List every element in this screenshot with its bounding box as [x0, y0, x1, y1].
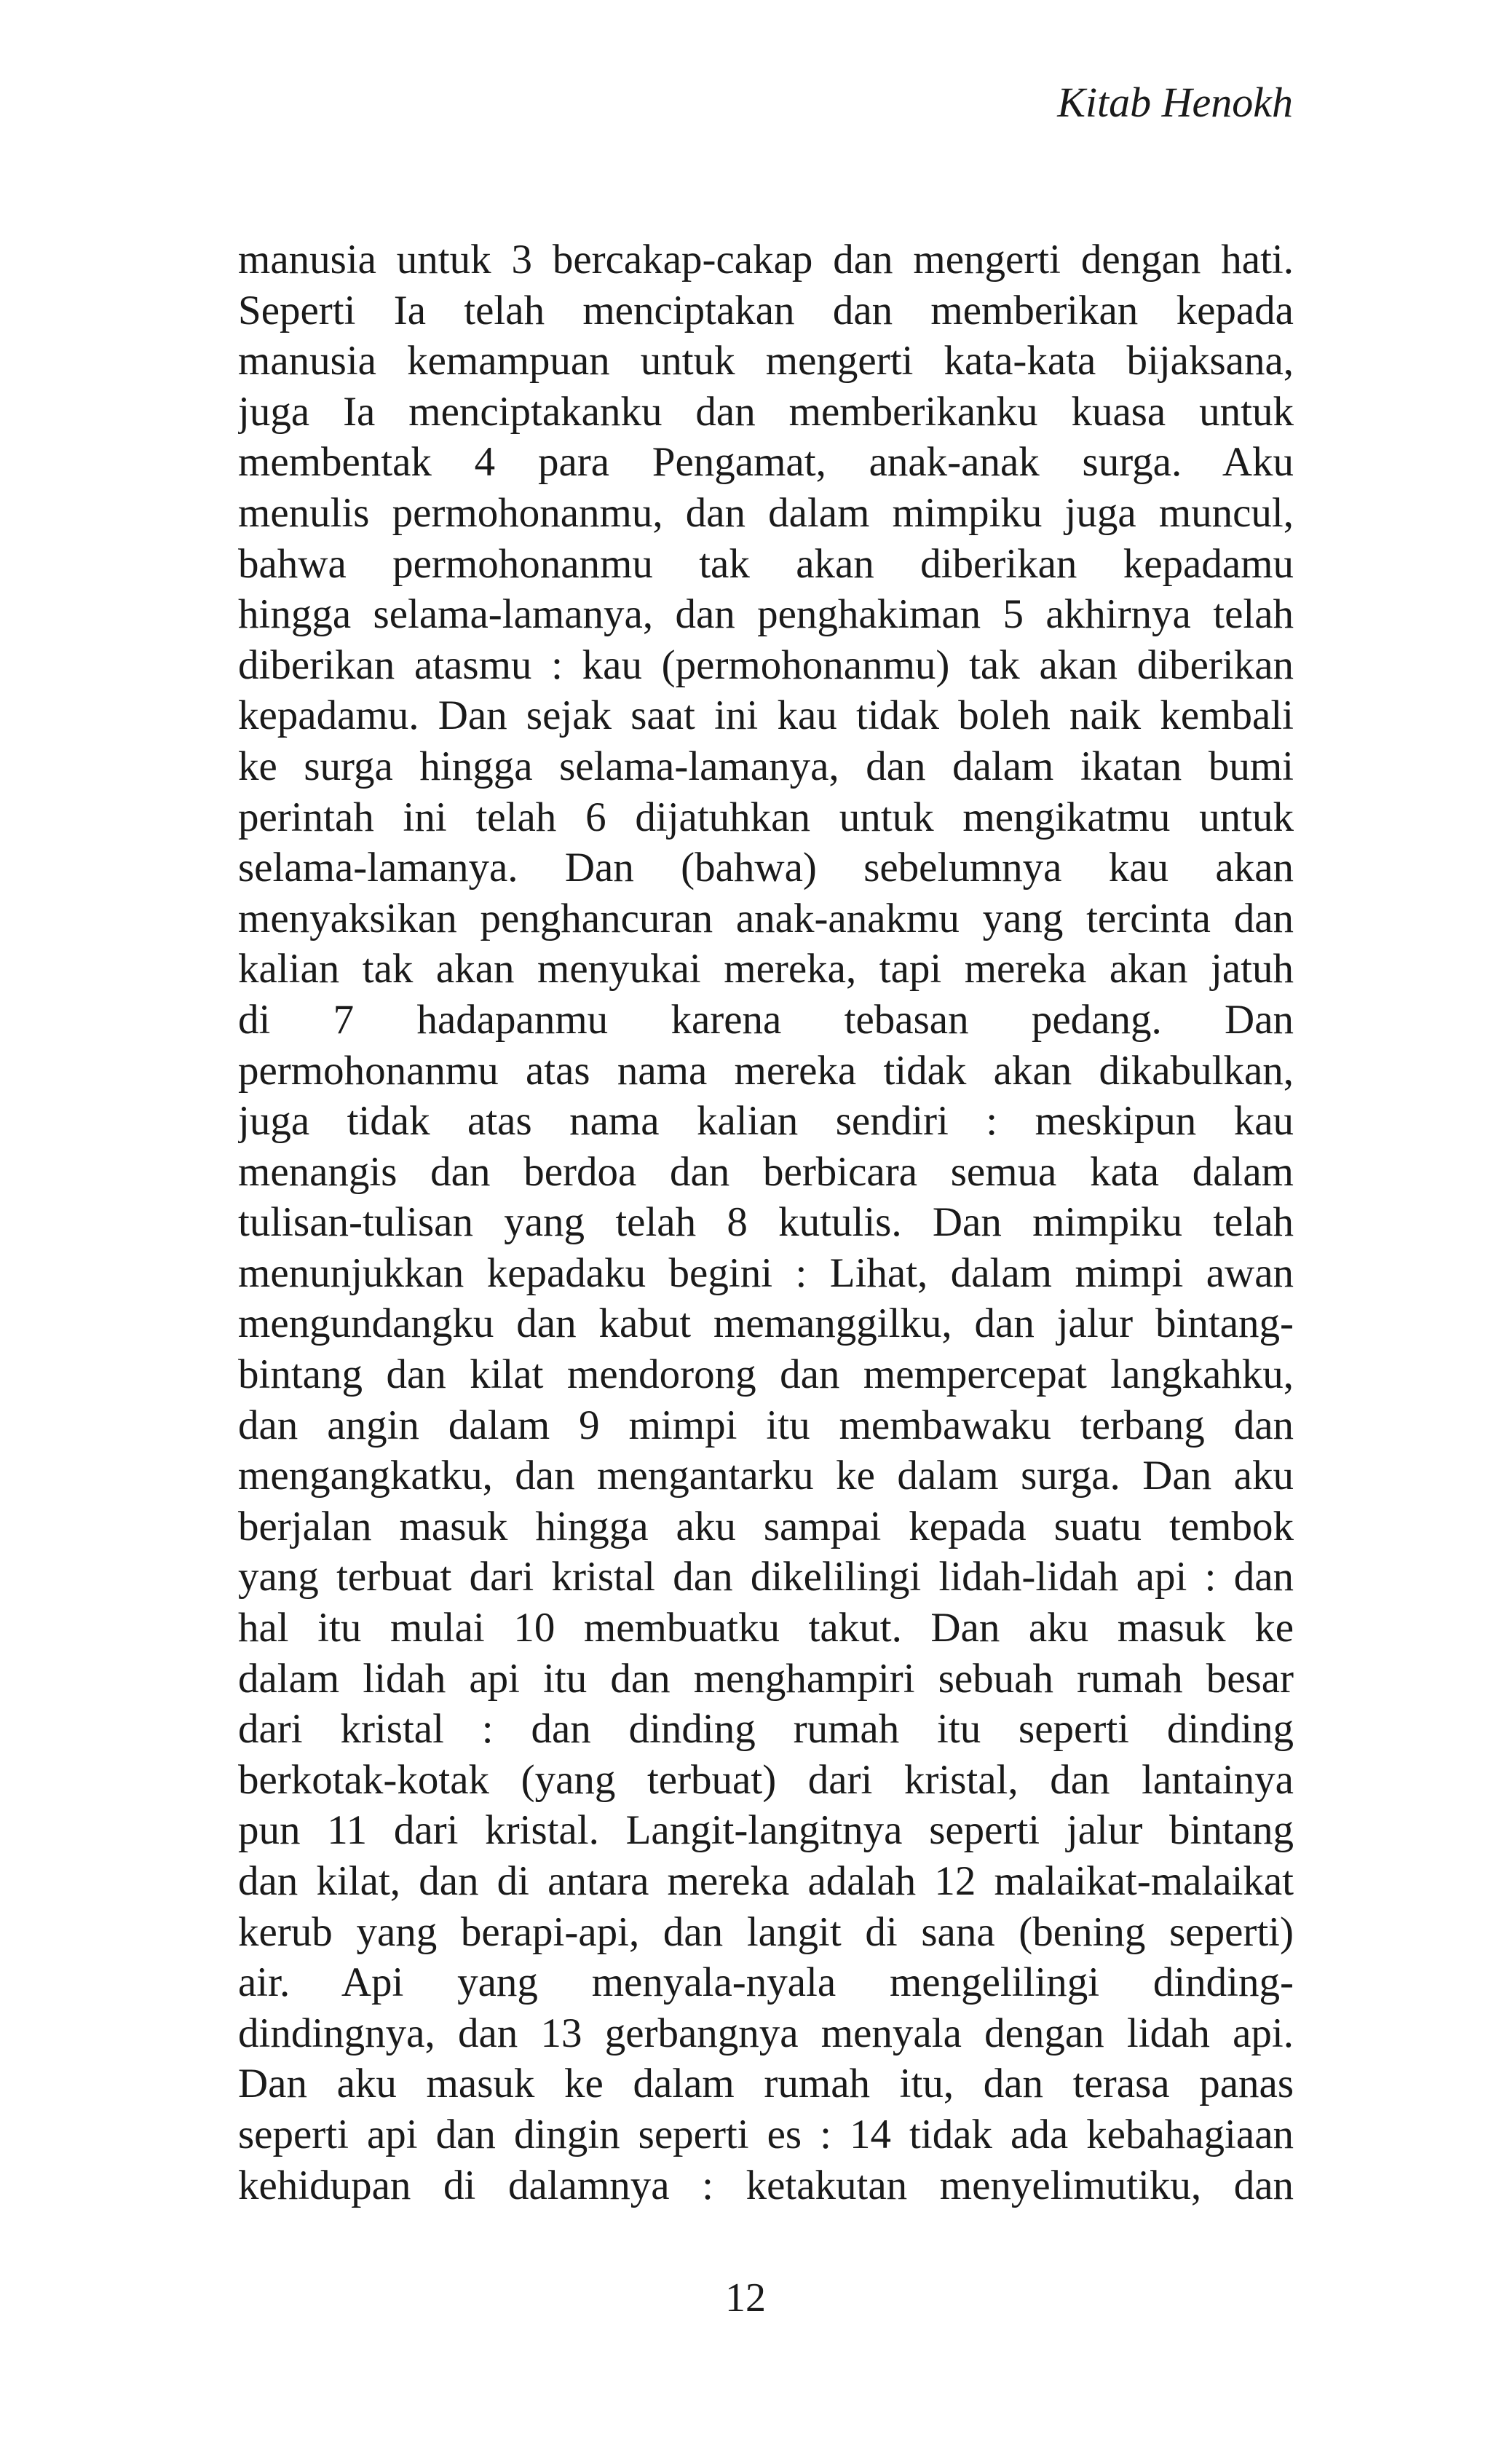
running-header: Kitab Henokh [1057, 79, 1293, 126]
text-line: tulisan-tulisan yang telah 8 kutulis. Dan mimpiku telah [238, 1199, 1294, 1246]
text-line: dindingnya, dan 13 gerbangnya menyala dengan lidah api. [238, 2010, 1294, 2056]
text-line: hal itu mulai 10 membuatku takut. Dan aku masuk ke [238, 1605, 1294, 1651]
text-line: yang terbuat dari kristal dan dikelilingi lidah-lidah api : dan [238, 1554, 1294, 1600]
text-line: kehidupan di dalamnya : ketakutan menyelimutiku, dan [238, 2162, 1294, 2208]
text-line: membentak 4 para Pengamat, anak-anak surga. Aku [238, 439, 1294, 486]
text-line: Dan aku masuk ke dalam rumah itu, dan terasa panas [238, 2061, 1294, 2107]
text-line: dari kristal : dan dinding rumah itu seperti dinding [238, 1706, 1294, 1753]
text-line: menunjukkan kepadaku begini : Lihat, dalam mimpi awan [238, 1249, 1294, 1296]
text-line: kepadamu. Dan sejak saat ini kau tidak boleh naik kembali [238, 692, 1294, 739]
text-line: air. Api yang menyala-nyala mengelilingi dinding- [238, 1959, 1294, 2006]
body-text [238, 234, 1294, 2211]
text-line: berkotak-kotak (yang terbuat) dari kristal, dan lantainya [238, 1756, 1294, 1803]
text-line: juga tidak atas nama kalian sendiri : meskipun kau [238, 1098, 1294, 1145]
text-line: ke surga hingga selama-lamanya, dan dalam ikatan bumi [238, 743, 1294, 789]
page-number: 12 [725, 2275, 766, 2321]
text-line: dalam lidah api itu dan menghampiri sebuah rumah besar [238, 1655, 1294, 1702]
text-line: mengangkatku, dan mengantarku ke dalam surga. Dan aku [238, 1453, 1294, 1499]
text-line: kerub yang berapi-api, dan langit di sana (bening seperti) [238, 1908, 1294, 1955]
text-line: seperti api dan dingin seperti es : 14 tidak ada kebahagiaan [238, 2111, 1294, 2157]
text-line: perintah ini telah 6 dijatuhkan untuk mengikatmu untuk [238, 794, 1294, 840]
text-line: bintang dan kilat mendorong dan mempercepat langkahku, [238, 1351, 1294, 1398]
text-line: permohonanmu atas nama mereka tidak akan dikabulkan, [238, 1047, 1294, 1094]
text-line: Seperti Ia telah menciptakan dan memberikan kepada [238, 287, 1294, 333]
text-line: di 7 hadapanmu karena tebasan pedang. Dan [238, 996, 1294, 1043]
text-line: manusia kemampuan untuk mengerti kata-kata bijaksana, [238, 338, 1294, 384]
text-line: diberikan atasmu : kau (permohonanmu) tak akan diberikan [238, 641, 1294, 688]
text-line: dan angin dalam 9 mimpi itu membawaku terbang dan [238, 1402, 1294, 1448]
text-line: manusia untuk 3 bercakap-cakap dan mengerti dengan hati. [238, 237, 1294, 283]
text-line: selama-lamanya. Dan (bahwa) sebelumnya kau akan [238, 845, 1294, 891]
text-line: berjalan masuk hingga aku sampai kepada suatu tembok [238, 1503, 1294, 1549]
text-line: hingga selama-lamanya, dan penghakiman 5 akhirnya telah [238, 591, 1294, 638]
text-line: juga Ia menciptakanku dan memberikanku kuasa untuk [238, 388, 1294, 435]
text-line: mengundangku dan kabut memanggilku, dan jalur bintang- [238, 1300, 1294, 1347]
text-line: menyaksikan penghancuran anak-anakmu yang tercinta dan [238, 895, 1294, 941]
text-line: kalian tak akan menyukai mereka, tapi mereka akan jatuh [238, 946, 1294, 992]
text-line: menangis dan berdoa dan berbicara semua kata dalam [238, 1148, 1294, 1195]
text-line: pun 11 dari kristal. Langit-langitnya seperti jalur bintang [238, 1807, 1294, 1854]
text-line: menulis permohonanmu, dan dalam mimpiku juga muncul, [238, 489, 1294, 536]
text-line: dan kilat, dan di antara mereka adalah 12 malaikat-malaikat [238, 1858, 1294, 1904]
text-line: bahwa permohonanmu tak akan diberikan kepadamu [238, 540, 1294, 587]
